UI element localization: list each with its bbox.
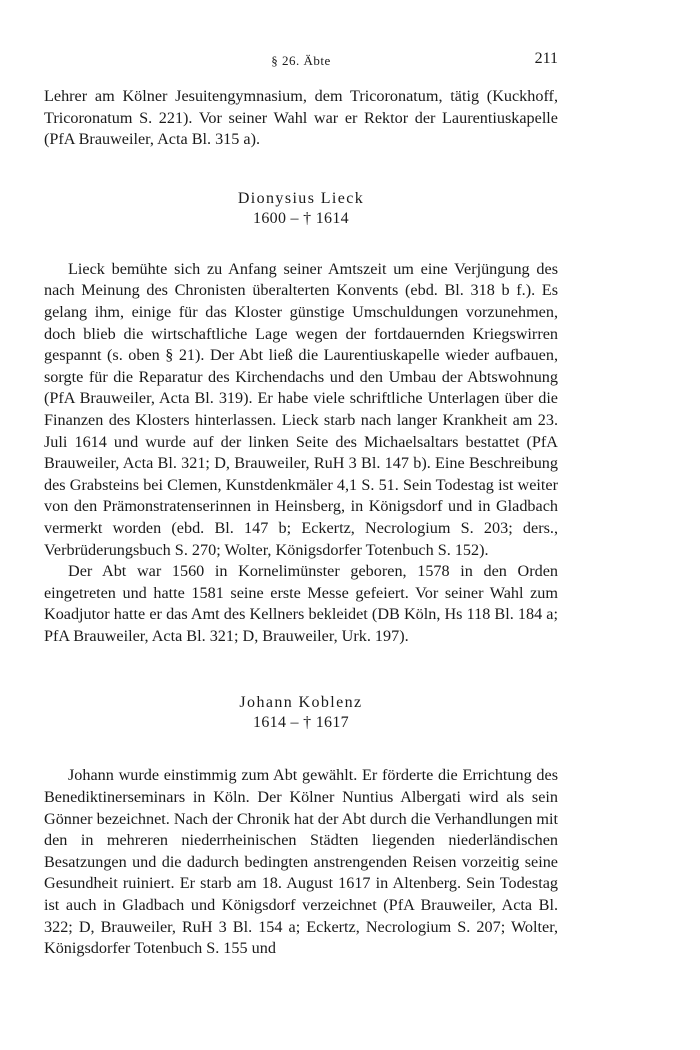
running-head [44, 50, 558, 72]
page-number: 211 [534, 50, 558, 67]
abbot-name: Johann Koblenz [239, 694, 363, 712]
abbot-entry-lieck [44, 259, 558, 648]
intro-paragraph: Lehrer am Kölner Jesuitengymnasium, dem Tricoronatum, tätig (Kuckhoff, Tricoronatum S. 221). Vor seiner Wahl war er Rektor der Laurentiuskapelle (PfA Brauweiler, Acta Bl. 315 a). [44, 87, 558, 149]
abbot-dates: 1600 – † 1614 [253, 209, 349, 227]
intro-paragraph-block [44, 86, 558, 151]
entry-paragraph: Der Abt war 1560 in Kornelimünster geboren, 1578 in den Orden eingetreten und hatte 1581 seine erste Messe gefeiert. Vor seiner Wahl zum Koadjutor hatte er das Amt des Kellners bekleidet (DB Köln, Hs 118 Bl. 184 a; PfA Brauweiler, Acta Bl. 321; D, Brauweiler, Urk. 197). [44, 562, 558, 645]
abbot-entry-koblenz [44, 765, 558, 959]
entry-paragraph: Lieck bemühte sich zu Anfang seiner Amtszeit um eine Verjüngung des nach Meinung des Chronisten überalterten Konvents (ebd. Bl. 318 b f.). Es gelang ihm, einige für das Kloster günstige Umschuldungen vorzunehmen, doch blieb die wirtschaftliche Lage wegen der fortdauernden Kriegswirren gespannt (s. oben § 21). Der Abt ließ die Laurentiuskapelle wieder aufbauen, sorgte für die Reparatur des Kirchendachs und den Umbau der Abtswohnung (PfA Brauweiler, Acta Bl. 319). Er habe viele schriftliche Unterlagen über die Finanzen des Klosters hinterlassen. Lieck starb nach langer Krankheit am 23. Juli 1614 und wurde auf der linken Seite des Michaelsaltars bestattet (PfA Brauweiler, Acta Bl. 321; D, Brauweiler, RuH 3 Bl. 147 b). Eine Beschreibung des Grabsteins bei Clemen, Kunstdenkmäler 4,1 S. 51. Sein Todestag ist weiter von den Prämonstratenserinnen in Heinsberg, in Königsdorf und in Gladbach vermerkt worden (ebd. Bl. 147 b; Eckertz, Necrologium S. 203; ders., Verbrüderungsbuch S. 270; Wolter, Königsdorfer Totenbuch S. 152). [44, 259, 558, 559]
abbot-heading-koblenz [44, 693, 558, 733]
entry-paragraph: Johann wurde einstimmig zum Abt gewählt. Er förderte die Errichtung des Benediktinerseminars in Köln. Der Kölner Nuntius Albergati wird als sein Gönner bezeichnet. Nach der Chronik hat der Abt durch die Verhandlungen mit den in mehreren niederrheinischen Städten liegenden niederländischen Besatzungen und die dadurch bedingten anstrengenden Reisen vorzeitig seine Gesundheit ruiniert. Er starb am 18. August 1617 in Altenberg. Sein Todestag ist auch in Gladbach und Königsdorf verzeichnet (PfA Brauweiler, Acta Bl. 322; D, Brauweiler, RuH 3 Bl. 154 a; Eckertz, Necrologium S. 207; Wolter, Königsdorfer Totenbuch S. 155 und [44, 766, 558, 958]
abbot-name: Dionysius Lieck [237, 189, 365, 207]
abbot-dates: 1614 – † 1617 [253, 714, 349, 732]
running-head-section: § 26. Äbte [271, 53, 331, 68]
abbot-heading-lieck [44, 189, 558, 229]
book-page [44, 50, 558, 960]
